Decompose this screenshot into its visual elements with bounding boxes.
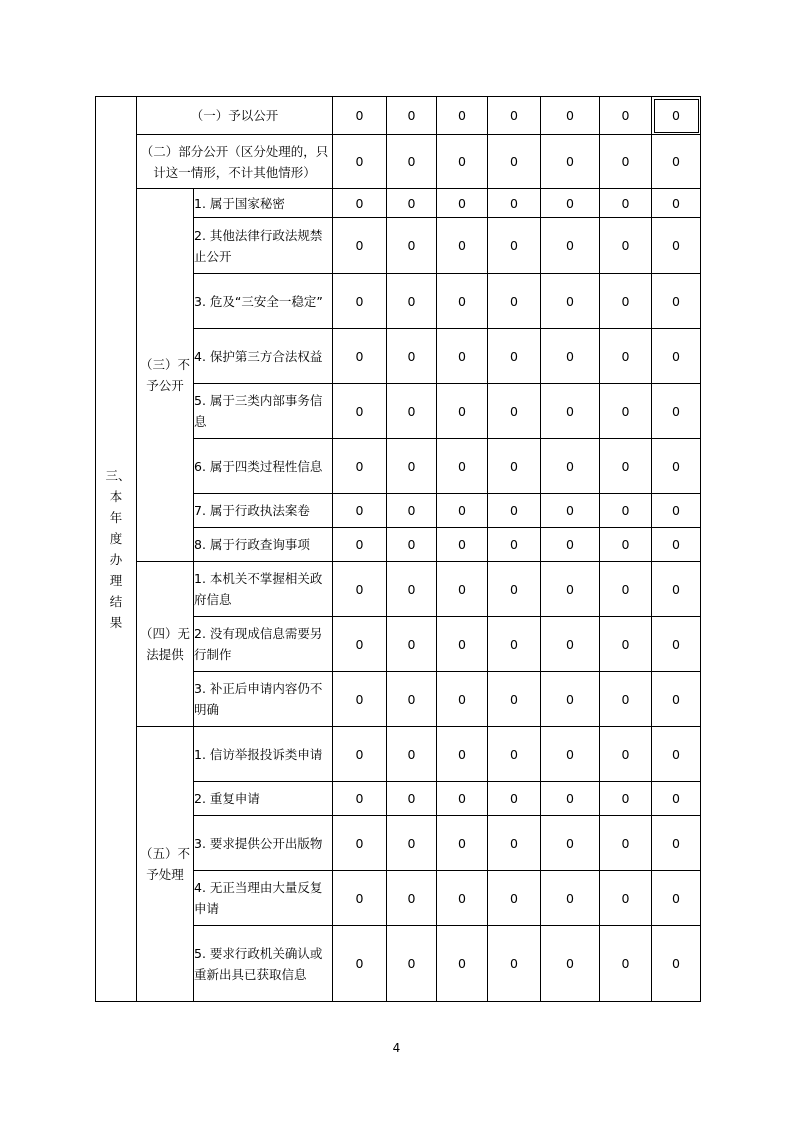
value-cell: 0	[437, 384, 488, 439]
value-cell: 0	[488, 274, 541, 329]
value-cell: 0	[488, 384, 541, 439]
item-label: 1. 信访举报投诉类申请	[194, 727, 333, 782]
value-cell: 0	[437, 727, 488, 782]
item-label: 1. 属于国家秘密	[194, 189, 333, 218]
value-cell: 0	[600, 189, 652, 218]
value-cell: 0	[387, 672, 437, 727]
value-cell: 0	[333, 384, 387, 439]
value-cell: 0	[600, 562, 652, 617]
value-cell: 0	[541, 926, 600, 1002]
value-cell: 0	[333, 189, 387, 218]
value-cell: 0	[387, 782, 437, 816]
value-cell: 0	[437, 816, 488, 871]
table-row	[96, 97, 701, 135]
value-cell: 0	[488, 329, 541, 384]
group-label: （三）不予公开	[137, 189, 194, 562]
value-cell: 0	[600, 97, 652, 135]
value-cell: 0	[600, 135, 652, 189]
value-cell: 0	[333, 727, 387, 782]
item-label: 4. 保护第三方合法权益	[194, 329, 333, 384]
value-cell: 0	[541, 274, 600, 329]
value-cell: 0	[600, 782, 652, 816]
value-cell: 0	[387, 816, 437, 871]
value-cell: 0	[488, 617, 541, 672]
value-cell: 0	[600, 494, 652, 528]
value-cell: 0	[541, 384, 600, 439]
item-label: 8. 属于行政查询事项	[194, 528, 333, 562]
item-label: 5. 要求行政机关确认或重新出具已获取信息	[194, 926, 333, 1002]
row-label: （二）部分公开（区分处理的，只计这一情形，不计其他情形）	[137, 135, 333, 189]
value-cell: 0	[437, 218, 488, 274]
value-cell: 0	[652, 384, 701, 439]
table-row	[96, 189, 701, 218]
value-cell: 0	[600, 672, 652, 727]
value-cell: 0	[333, 672, 387, 727]
item-label: 1. 本机关不掌握相关政府信息	[194, 562, 333, 617]
value-cell: 0	[488, 816, 541, 871]
value-cell: 0	[387, 97, 437, 135]
value-cell: 0	[437, 672, 488, 727]
value-cell: 0	[652, 274, 701, 329]
section-label-text: 三、本年度办理结果	[105, 468, 131, 630]
value-cell: 0	[437, 329, 488, 384]
value-cell: 0	[387, 494, 437, 528]
value-cell: 0	[387, 218, 437, 274]
value-cell: 0	[541, 816, 600, 871]
value-cell: 0	[437, 274, 488, 329]
value-cell: 0	[488, 97, 541, 135]
value-cell: 0	[333, 562, 387, 617]
value-cell: 0	[652, 617, 701, 672]
value-cell: 0	[652, 871, 701, 926]
value-cell: 0	[600, 439, 652, 494]
value-cell: 0	[488, 926, 541, 1002]
value-cell: 0	[333, 926, 387, 1002]
value-cell: 0	[387, 562, 437, 617]
value-cell: 0	[333, 816, 387, 871]
value-cell: 0	[387, 329, 437, 384]
value-cell: 0	[333, 439, 387, 494]
value-cell: 0	[541, 189, 600, 218]
value-cell: 0	[387, 617, 437, 672]
value-cell: 0	[387, 189, 437, 218]
value-cell: 0	[652, 727, 701, 782]
value-cell: 0	[333, 274, 387, 329]
value-cell: 0	[541, 672, 600, 727]
value-cell: 0	[387, 135, 437, 189]
value-cell: 0	[652, 672, 701, 727]
value-cell: 0	[541, 135, 600, 189]
value-cell: 0	[600, 274, 652, 329]
value-cell: 0	[437, 439, 488, 494]
value-cell: 0	[387, 439, 437, 494]
value-cell: 0	[437, 782, 488, 816]
value-cell: 0	[600, 384, 652, 439]
value-cell: 0	[333, 871, 387, 926]
value-cell: 0	[652, 97, 701, 135]
value-cell: 0	[437, 135, 488, 189]
table-row	[96, 135, 701, 189]
results-table	[95, 96, 701, 1002]
value-cell: 0	[488, 218, 541, 274]
value-cell: 0	[652, 329, 701, 384]
table-row	[96, 562, 701, 617]
value-cell: 0	[541, 494, 600, 528]
value-cell: 0	[652, 135, 701, 189]
value-cell: 0	[652, 528, 701, 562]
value-cell: 0	[541, 727, 600, 782]
value-cell: 0	[333, 135, 387, 189]
value-cell: 0	[600, 871, 652, 926]
value-cell: 0	[333, 528, 387, 562]
item-label: 2. 没有现成信息需要另行制作	[194, 617, 333, 672]
value-cell: 0	[488, 189, 541, 218]
value-cell: 0	[652, 562, 701, 617]
table-row	[96, 727, 701, 782]
page-number: 4	[392, 1041, 401, 1055]
value-cell: 0	[541, 528, 600, 562]
value-cell: 0	[541, 617, 600, 672]
value-cell: 0	[541, 782, 600, 816]
value-cell: 0	[652, 189, 701, 218]
value-cell: 0	[333, 782, 387, 816]
value-cell: 0	[387, 384, 437, 439]
item-label: 3. 补正后申请内容仍不明确	[194, 672, 333, 727]
value-cell: 0	[387, 528, 437, 562]
value-cell: 0	[488, 782, 541, 816]
value-cell: 0	[333, 617, 387, 672]
value-cell: 0	[488, 439, 541, 494]
value-cell: 0	[541, 97, 600, 135]
value-cell: 0	[333, 97, 387, 135]
value-cell: 0	[652, 926, 701, 1002]
value-cell: 0	[333, 218, 387, 274]
value-cell: 0	[652, 218, 701, 274]
item-label: 4. 无正当理由大量反复申请	[194, 871, 333, 926]
value-cell: 0	[488, 494, 541, 528]
section-label	[96, 97, 137, 1002]
value-cell: 0	[387, 274, 437, 329]
value-cell: 0	[437, 871, 488, 926]
value-cell: 0	[600, 727, 652, 782]
value-cell: 0	[437, 97, 488, 135]
value-cell: 0	[652, 494, 701, 528]
value-cell: 0	[488, 135, 541, 189]
item-label: 7. 属于行政执法案卷	[194, 494, 333, 528]
value-cell: 0	[387, 871, 437, 926]
value-cell: 0	[600, 926, 652, 1002]
value-cell: 0	[488, 727, 541, 782]
item-label: 2. 重复申请	[194, 782, 333, 816]
value-cell: 0	[600, 617, 652, 672]
value-cell: 0	[437, 926, 488, 1002]
value-cell: 0	[333, 494, 387, 528]
value-cell: 0	[488, 672, 541, 727]
item-label: 2. 其他法律行政法规禁止公开	[194, 218, 333, 274]
value-cell: 0	[387, 727, 437, 782]
value-cell: 0	[600, 218, 652, 274]
value-cell: 0	[541, 562, 600, 617]
value-cell: 0	[437, 189, 488, 218]
value-cell: 0	[437, 562, 488, 617]
value-cell: 0	[541, 218, 600, 274]
value-cell: 0	[541, 439, 600, 494]
item-label: 3. 要求提供公开出版物	[194, 816, 333, 871]
item-label: 6. 属于四类过程性信息	[194, 439, 333, 494]
value-cell: 0	[488, 528, 541, 562]
item-label: 5. 属于三类内部事务信息	[194, 384, 333, 439]
value-cell: 0	[488, 562, 541, 617]
value-cell: 0	[652, 816, 701, 871]
value-cell: 0	[488, 871, 541, 926]
row-label: （一）予以公开	[137, 97, 333, 135]
value-cell: 0	[652, 782, 701, 816]
value-cell: 0	[600, 528, 652, 562]
group-label: （五）不予处理	[137, 727, 194, 1002]
group-label: （四）无法提供	[137, 562, 194, 727]
value-cell: 0	[437, 528, 488, 562]
value-cell: 0	[437, 617, 488, 672]
value-cell: 0	[600, 329, 652, 384]
results-table-body	[96, 97, 701, 1002]
value-cell: 0	[541, 871, 600, 926]
value-cell: 0	[387, 926, 437, 1002]
value-cell: 0	[600, 816, 652, 871]
value-cell: 0	[333, 329, 387, 384]
item-label: 3. 危及“三安全一稳定”	[194, 274, 333, 329]
value-cell: 0	[437, 494, 488, 528]
value-cell: 0	[652, 439, 701, 494]
value-cell: 0	[541, 329, 600, 384]
